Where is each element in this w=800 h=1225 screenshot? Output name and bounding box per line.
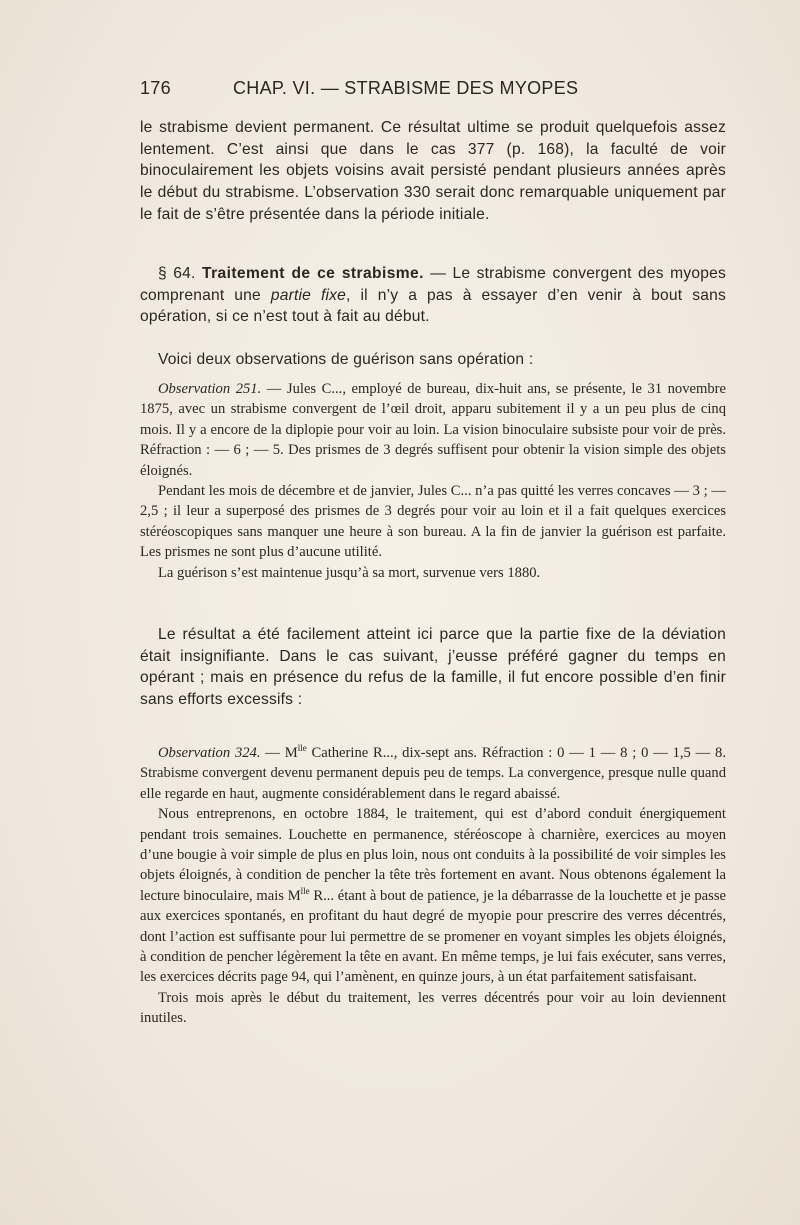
section-64-paragraph bbox=[140, 263, 726, 328]
observation-324-p3: Trois mois après le début du traitement, les verres décentrés pour voir au loin deviennent inutiles. bbox=[140, 989, 726, 1027]
observation-label: Observation 251. bbox=[158, 381, 262, 397]
observation-text: Nous entreprenons, en octobre 1884, le traitement, qui est d’abord conduit énergiquement pendant trois semaines. Louchette en permanence, stéréoscope à charnière, exercices au moyen d’une bougie à voir simple de plus en plus loin, nous ont conduits à la possibilité de voir simples les objets éloignés, à condition de pencher la tête très fortement en avant. Nous obtenons également la lecture binoculaire, mais M bbox=[140, 806, 726, 904]
observation-label: Observation 324. bbox=[158, 745, 261, 761]
section-number: § 64. bbox=[158, 265, 196, 282]
observation-324 bbox=[140, 743, 726, 1029]
superscript-lle: lle bbox=[297, 743, 307, 754]
observation-324-p1 bbox=[140, 743, 726, 804]
paragraph-text: le strabisme devient permanent. Ce résultat ultime se produit quelquefois assez lentement. C’est ainsi que dans le cas 377 (p. 168), la faculté de voir binoculairement les objets voisins avait persisté pendant plusieurs années après le début du strabisme. L’observation 330 serait donc remarquable uniquement par le fait de s’être présentée dans la période initiale. bbox=[140, 119, 726, 223]
paragraph-resultat bbox=[140, 624, 726, 711]
section-text: — Le strabisme convergent des myopes comprenant une bbox=[140, 265, 726, 304]
emphasis-partie-fixe: partie fixe bbox=[270, 286, 347, 304]
section-64 bbox=[140, 263, 726, 328]
paragraph-voici bbox=[140, 349, 726, 371]
observation-text: — Jules C..., employé de bureau, dix-huit ans, se présente, le 31 novembre 1875, avec un strabisme convergent de l’œil droit, apparu subitement il y a un peu plus de cinq mois. Il y a encore de la diplopie pour voir au loin. La vision binoculaire subsiste pour voir de près. Réfraction : — 6 ; — 5. Des prismes de 3 degrés suffisent pour obtenir la vision simple des objets éloignés. bbox=[140, 381, 726, 479]
page-number: 176 bbox=[140, 78, 171, 98]
superscript-lle: lle bbox=[300, 885, 310, 896]
observation-text-continued: Catherine R..., dix-sept ans. Réfraction : 0 — 1 — 8 ; 0 — 1,5 — 8. Strabisme convergent devenu permanent depuis peu de temps. La convergence, presque nulle quand elle regarde en haut, augmente considérablement dans le regard abaissé. bbox=[140, 745, 726, 802]
observation-251-p1 bbox=[140, 379, 726, 481]
observation-text-continued: R... étant à bout de patience, je la débarrasse de la louchette et je passe aux exercices spontanés, en profitant du haut degré de myopie pour prescrire des verres décentrés, dont l’action est suffisante pour lui permettre de se promener en voyant simples les objets éloignés, à condition de pencher légèrement la tête en avant. En même temps, je lui fais exécuter, sans verres, les exercices décrits page 94, qui l’amènent, en quinze jours, à un état parfaitement satisfaisant. bbox=[140, 887, 726, 986]
observation-text: — M bbox=[260, 745, 298, 761]
chapter-title: CHAP. VI. — STRABISME DES MYOPES bbox=[233, 78, 579, 98]
section-title: Traitement de ce strabisme. bbox=[202, 265, 424, 282]
paragraph-text: Voici deux observations de guérison sans opération : bbox=[158, 351, 534, 368]
paragraph-text: Le résultat a été facilement atteint ici parce que la partie fixe de la déviation était insignifiante. Dans le cas suivant, j’eusse préféré gagner du temps en opérant ; mais en présence du refus de la famille, il fut encore possible d’en finir sans efforts excessifs : bbox=[140, 626, 726, 709]
section-text-continued: , il n’y a pas à essayer d’en venir à bout sans opération, si ce n’est tout à fait au début. bbox=[140, 286, 726, 326]
observation-251-p2: Pendant les mois de décembre et de janvier, Jules C... n’a pas quitté les verres concaves — 3 ; — 2,5 ; il leur a superposé des prismes de 3 degrés pour voir au loin et il a fait quelques exercices stéréoscopiques sans manquer une heure à son bureau. A la fin de janvier la guérison est parfaite. Les prismes ne sont plus d’aucune utilité. bbox=[140, 483, 726, 561]
running-header bbox=[140, 78, 680, 102]
paragraph-strabisme-permanent bbox=[140, 117, 726, 226]
observation-251-p3: La guérison s’est maintenue jusqu’à sa mort, survenue vers 1880. bbox=[158, 564, 541, 581]
observation-324-p2 bbox=[140, 804, 726, 988]
observation-251 bbox=[140, 379, 726, 583]
